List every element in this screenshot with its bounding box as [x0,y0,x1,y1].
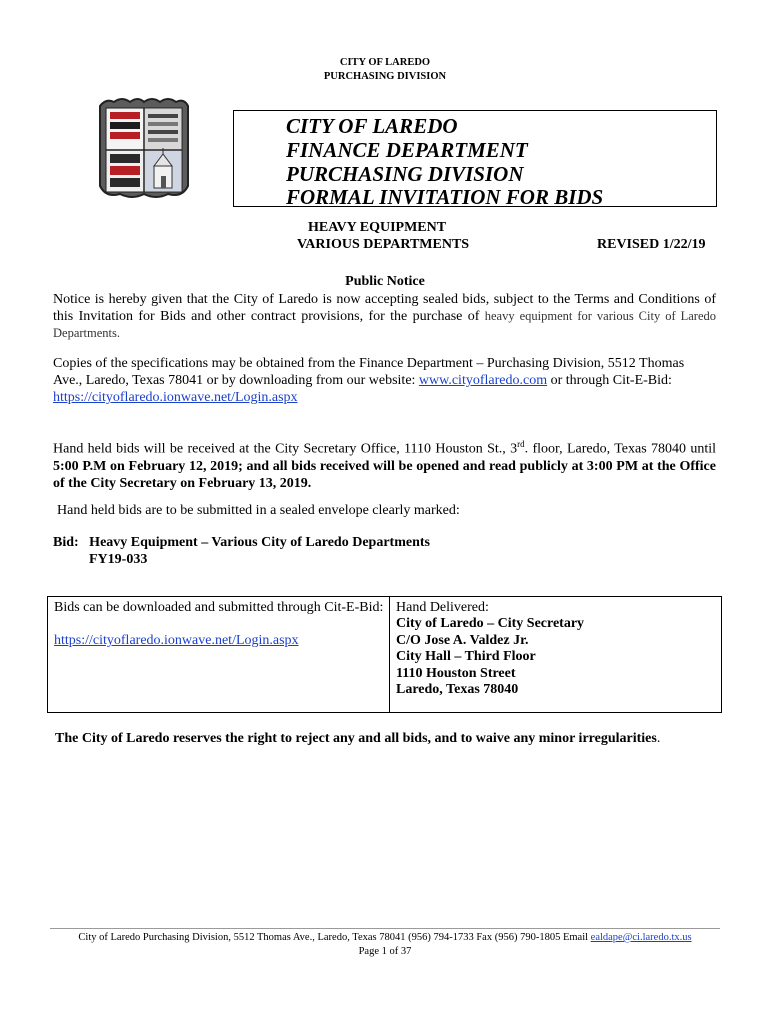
title-city: CITY OF LAREDO [286,114,458,138]
deadline-bold-text: 5:00 P.M on February 12, 2019; and all bids received will be opened and read publicly at 3:00 PM at the Office of the City Secretary on February 13, 2019. [53,458,716,491]
online-submission-label: Bids can be downloaded and submitted through Cit-E-Bid: [54,600,384,615]
city-seal-logo [92,94,194,202]
deadline-paragraph [53,436,716,492]
bid-number: FY19-033 [89,552,148,567]
notice-paragraph [53,291,716,342]
website-link[interactable]: www.cityoflaredo.com [418,373,548,388]
ordinal-suffix: rd [517,439,525,449]
footer-contact-text: City of Laredo Purchasing Division, 5512 Thomas Ave., Laredo, Texas 78041 (956) 794-1733 Fax (956) 790-1805 Email [78,932,591,943]
reservation-period: . [656,731,661,746]
footer-rule [50,928,720,929]
table-divider [389,596,390,713]
title-division: PURCHASING DIVISION [286,162,524,186]
subtitle-equipment: HEAVY EQUIPMENT [308,220,447,235]
footer-contact [0,931,770,944]
envelope-instruction: Hand held bids are to be submitted in a sealed envelope clearly marked: [57,503,460,518]
specifications-text: Copies of the specifications may be obtained from the Finance Department – Purchasing Division, 5512 Thomas Ave., Laredo, Texas 78041 or by downloading from our website: [53,356,685,388]
page-number: Page 1 of 37 [358,946,412,957]
header-division-name: PURCHASING DIVISION [323,71,447,82]
address-line: C/O Jose A. Valdez Jr. [396,632,529,648]
cit-e-bid-link[interactable]: https://cityoflaredo.ionwave.net/Login.aspx [53,390,298,405]
header-org-name: CITY OF LAREDO [339,57,431,68]
reservation-text: The City of Laredo reserves the right to reject any and all bids, and to waive any minor irregularities [55,731,657,746]
deadline-text-cont: . floor, Laredo, Texas 78040 until [524,441,716,457]
address-line: Laredo, Texas 78040 [396,682,519,697]
address-line: City of Laredo – City Secretary [396,616,585,631]
footer-email-link[interactable]: ealdape@ci.laredo.tx.us [590,932,692,943]
specifications-paragraph [53,355,716,406]
revised-date: REVISED 1/22/19 [597,237,706,252]
hand-delivered-label: Hand Delivered: [396,600,489,615]
address-line: City Hall – Third Floor [396,649,536,664]
online-submission-link[interactable]: https://cityoflaredo.ionwave.net/Login.aspx [54,633,299,648]
title-invitation: FORMAL INVITATION FOR BIDS [286,185,604,209]
deadline-text: Hand held bids will be received at the City Secretary Office, 1110 Houston St., 3 [53,441,518,457]
address-line: 1110 Houston Street [396,665,516,681]
delivery-address [396,616,584,699]
notice-paragraph-text: Notice is hereby given that the City of Laredo is now accepting sealed bids, subject to the Terms and Conditions of this Invitation for Bids and other contract provisions, for the purchase of [53,292,716,324]
cit-e-bid-text: or through Cit-E-Bid: [547,373,672,388]
notice-paragraph-tail: heavy equipment for various City of Laredo Departments. [53,309,716,340]
public-notice-heading: Public Notice [345,274,425,289]
reservation-statement [55,730,718,747]
title-department: FINANCE DEPARTMENT [286,138,528,162]
subtitle-departments: VARIOUS DEPARTMENTS [297,237,470,252]
bid-title: Bid: Heavy Equipment – Various City of Laredo Departments [53,535,430,550]
